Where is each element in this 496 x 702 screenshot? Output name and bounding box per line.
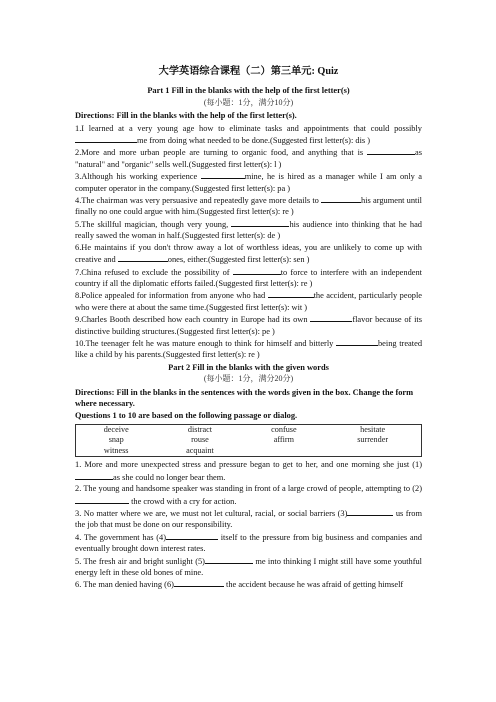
word-box-row <box>76 424 422 435</box>
word-option: snap <box>76 435 157 446</box>
question-text: as she could no longer bear them. <box>113 472 226 482</box>
word-option: witness <box>76 446 157 457</box>
question-text: 5. The fresh air and bright sunlight (5) <box>75 556 205 566</box>
question-text: 9.Charles Booth described how each country in Europe had its own <box>75 315 311 325</box>
part1-question <box>75 337 422 361</box>
question-text: flavor because of its distinctive building structures.(Suggested first letter(s): pe ) <box>75 315 422 336</box>
question-text: me into thinking I might still have some youthful energy left in these old bones of mine. <box>75 556 423 577</box>
word-option: distract <box>156 424 243 435</box>
word-option <box>243 446 324 457</box>
answer-blank[interactable] <box>75 471 113 480</box>
word-option: hesitate <box>324 424 421 435</box>
question-text: us from the job that must be done on our responsibility. <box>75 508 422 530</box>
answer-blank[interactable] <box>174 578 224 587</box>
question-text: 4. The government has (4) <box>75 532 166 542</box>
answer-blank[interactable] <box>166 531 218 540</box>
question-text: 6. The man denied having (6) <box>75 580 174 590</box>
question-text: his argument until finally no one could argue with him.(Suggested first letter(s): re ) <box>75 196 422 217</box>
page-title: 大学英语综合课程（二）第三单元: Quiz <box>158 66 339 77</box>
question-text: his audience into thinking that he had really sawed the woman in half.(Suggested first letter(s): de ) <box>75 219 422 241</box>
word-option <box>324 446 421 457</box>
part2-question <box>75 555 422 579</box>
question-text: the accident because he was afraid of getting himself <box>223 580 404 590</box>
passage-heading: Questions 1 to 10 are based on the following passage or dialog. <box>75 411 298 421</box>
part2-score-note: (每小题：1分，满分20分) <box>203 374 294 384</box>
part1-question <box>75 289 422 313</box>
question-text: to force to interfere with an independent country if all the diplomatic efforts failed.(Suggested first letter(s): re ) <box>75 267 422 288</box>
question-text: 2. The young and handsome speaker was standing in front of a large crowd of people, attempting to (2) <box>75 484 422 494</box>
word-option: acquaint <box>156 446 243 457</box>
part1-question <box>75 242 422 266</box>
question-text: ones, either.(Suggested first letter(s): sen ) <box>167 255 310 265</box>
word-option: deceive <box>76 424 157 435</box>
question-text: mine, he is hired as a manager while I am only a computer operator in the company.(Suggested first letter(s): pa ) <box>75 172 423 193</box>
part1-question <box>75 146 422 170</box>
part2-question <box>75 578 422 590</box>
part1-question <box>75 194 422 218</box>
part1-question <box>75 123 422 147</box>
part1-question <box>75 266 422 290</box>
question-text: 10.The teenager felt he was mature enough to think for himself and bitterly <box>75 338 336 348</box>
question-text: 8.Police appealed for information from anyone who had <box>75 291 268 301</box>
question-text: being treated like a child by his parents.(Suggested first letter(s): re ) <box>75 338 423 360</box>
question-text: 6.He maintains if you don't throw away a lot of worthless ideas, you are unlikely to come up with creative and <box>75 242 422 265</box>
part1-question <box>75 218 422 242</box>
part2-question <box>75 531 422 555</box>
question-text: as "natural" and "organic" sells well.(Suggested first letter(s): l ) <box>75 148 422 169</box>
question-text: 7.China refused to exclude the possibility of <box>75 267 233 277</box>
question-text: 3. No matter where we are, we must not let cultural, racial, or social barriers (3) <box>75 508 348 518</box>
word-option: affirm <box>273 435 295 445</box>
part1-question <box>75 170 422 194</box>
word-option: surrender <box>324 435 421 446</box>
answer-blank[interactable] <box>310 313 352 322</box>
answer-blank[interactable] <box>233 266 281 275</box>
answer-blank[interactable] <box>205 555 253 564</box>
question-text: 3.Although his working experience <box>75 172 201 182</box>
question-text: 4.The chairman was very persuasive and repeatedly gave more details to <box>75 196 322 206</box>
part1-score-note: (每小题：1分，满分10分) <box>203 97 294 107</box>
part2-directions: Directions: Fill in the blanks in the sentences with the words given in the box. Change the form where necessary. <box>75 387 414 408</box>
answer-blank[interactable] <box>321 194 361 203</box>
question-text: 1. More and more unexpected stress and pressure began to get to her, and one morning she just (1) <box>75 460 422 470</box>
question-text: 2.More and more urban people are turning to organic food, and anything that is <box>75 148 368 158</box>
question-text: 1.I learned at a very young age how to eliminate tasks and appointments that could possibly <box>75 123 422 133</box>
word-box <box>75 424 422 458</box>
answer-blank[interactable] <box>367 146 415 155</box>
answer-blank[interactable] <box>347 507 393 516</box>
word-box-row <box>76 446 422 457</box>
answer-blank[interactable] <box>231 218 289 227</box>
part1-title: Part 1 Fill in the blanks with the help of the first letter(s) <box>147 86 350 96</box>
question-text: 5.The skillful magician, though very young, <box>75 219 232 229</box>
question-text: itself to the pressure from big business and companies and eventually brought down interest rates. <box>75 532 422 554</box>
answer-blank[interactable] <box>118 253 168 262</box>
answer-blank[interactable] <box>336 337 378 346</box>
answer-blank[interactable] <box>201 170 245 179</box>
question-text: the accident, particularly people who were there at about the same time.(Suggested first letter(s): wit ) <box>75 291 422 312</box>
part2-question <box>75 507 422 531</box>
word-option: confuse <box>243 424 324 435</box>
answer-blank[interactable] <box>75 134 137 143</box>
word-option: rouse <box>191 435 209 445</box>
question-text: me from doing what needed to be done.(Suggested first letter(s): dis ) <box>137 136 371 146</box>
answer-blank[interactable] <box>75 495 129 504</box>
part2-question <box>75 483 422 507</box>
part1-directions: Directions: Fill in the blanks with the help of the first letter(s). <box>75 111 297 121</box>
word-box-row <box>76 435 422 446</box>
part2-title: Part 2 Fill in the blanks with the given words <box>168 362 329 372</box>
part1-question <box>75 313 422 337</box>
question-text: the crowd with a cry for action. <box>129 496 237 506</box>
answer-blank[interactable] <box>268 289 314 298</box>
part2-question <box>75 459 422 483</box>
